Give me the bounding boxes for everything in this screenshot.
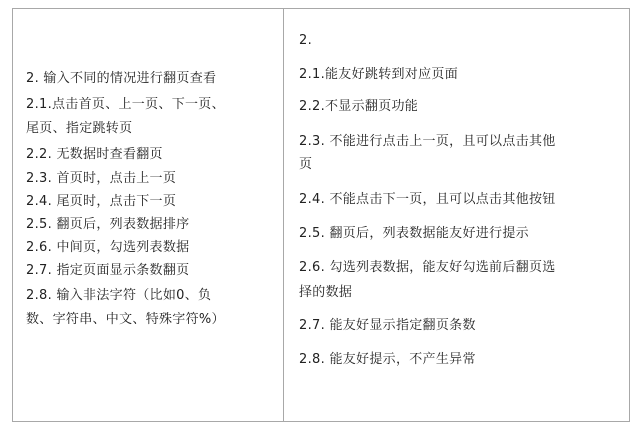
result-line: 2.1.能友好跳转到对应页面 bbox=[299, 67, 459, 82]
result-line: 2.3. 不能进行点击上一页，且可以点击其他 bbox=[299, 134, 556, 149]
result-line: 2.6. 勾选列表数据，能友好勾选前后翻页选 bbox=[299, 260, 556, 275]
step-line: 2.5. 翻页后，列表数据排序 bbox=[26, 217, 190, 232]
result-line: 页 bbox=[299, 157, 313, 172]
step-line: 2.2. 无数据时查看翻页 bbox=[26, 147, 163, 162]
step-line: 数、字符串、中文、特殊字符%） bbox=[26, 312, 225, 327]
step-line: 2.4. 尾页时，点击下一页 bbox=[26, 194, 177, 209]
step-line: 尾页、指定跳转页 bbox=[26, 121, 133, 136]
test-case-table bbox=[12, 8, 630, 422]
result-line: 择的数据 bbox=[299, 285, 353, 300]
step-line: 2.6. 中间页，勾选列表数据 bbox=[26, 240, 190, 255]
result-line: 2.8. 能友好提示，不产生异常 bbox=[299, 352, 476, 367]
step-heading: 2. 输入不同的情况进行翻页查看 bbox=[26, 71, 217, 86]
result-line: 2.5. 翻页后，列表数据能友好进行提示 bbox=[299, 226, 529, 241]
step-line: 2.8. 输入非法字符（比如0、负 bbox=[26, 288, 212, 303]
expected-results-column bbox=[284, 9, 629, 421]
result-heading: 2. bbox=[299, 33, 313, 48]
result-line: 2.4. 不能点击下一页，且可以点击其他按钮 bbox=[299, 192, 556, 207]
result-line: 2.7. 能友好显示指定翻页条数 bbox=[299, 318, 476, 333]
step-line: 2.7. 指定页面显示条数翻页 bbox=[26, 263, 190, 278]
step-line: 2.1.点击首页、上一页、下一页、 bbox=[26, 97, 225, 112]
test-steps-column bbox=[13, 9, 284, 421]
result-line: 2.2.不显示翻页功能 bbox=[299, 99, 419, 114]
step-line: 2.3. 首页时，点击上一页 bbox=[26, 171, 177, 186]
